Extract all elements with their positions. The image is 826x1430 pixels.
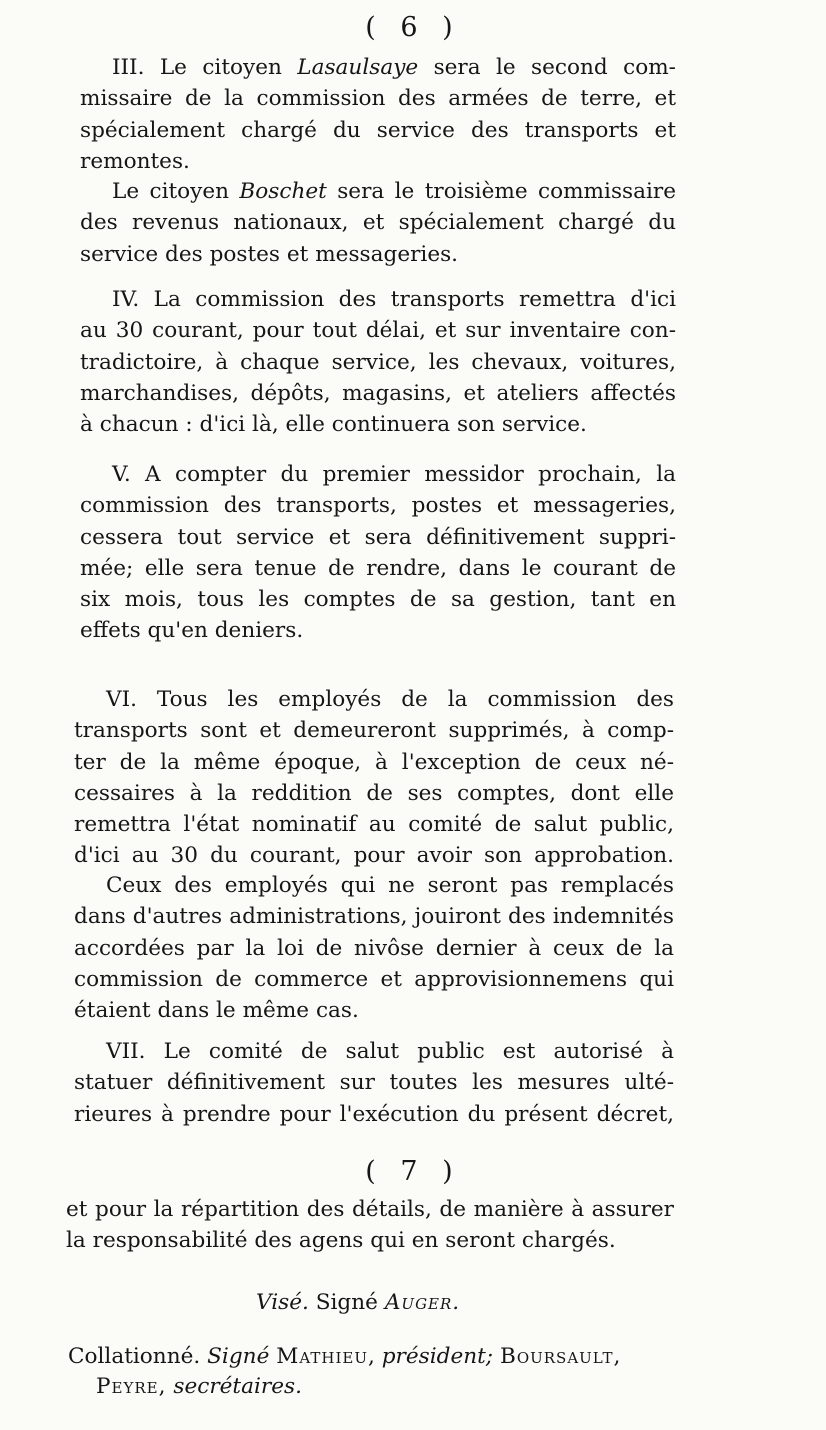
text-line: VI. Tous les employés de la commission des [106,687,674,712]
president-name: Mathieu [276,1344,368,1369]
secretaries-line [96,1374,302,1399]
text-line: marchandises, dépôts, magasins, et ateliers affectés [80,380,676,406]
text-line: des revenus nationaux, et spécialement chargé du [80,210,676,236]
collation-label: Collationné. [68,1344,201,1369]
text-line: VII. Le comité de salut public est autorisé à [106,1039,674,1064]
article-3-continued [80,176,676,270]
name-lasaulsaye: Lasaulsaye [297,55,419,80]
text-line: commission de commerce et approvisionnemens qui [74,966,674,992]
text-line: ter de la même époque, à l'exception de ceux né- [74,749,674,775]
text-line: tradictoire, à chaque service, les chevaux, voitures, [80,349,676,375]
text-line: à chacun : d'ici là, elle continuera son service. [80,412,587,438]
text-line: cessaires à la reddition de ses comptes, dont elle [74,780,674,806]
text-line: V. A compter du premier messidor prochain, la [112,462,676,487]
text-line: remettra l'état nominatif au comité de salut public, [74,812,674,838]
article-7 [74,1036,674,1130]
text-line: transports sont et demeureront supprimés, à comp- [74,718,674,744]
page-number-6: ( 6 ) [365,12,461,43]
article-6-continued [74,870,674,1026]
secretary-role: secrétaires. [173,1374,302,1399]
vise-label: Visé. [256,1290,309,1315]
text-line: au 30 courant, pour tout délai, et sur inventaire con- [80,318,676,344]
article-3 [80,52,676,177]
collation-signature: Collationné. Signé Mathieu, président; Boursault, [68,1344,622,1369]
text-line: cessera tout service et sera définitivement suppri- [80,524,676,550]
signe-label: Signé [207,1344,270,1369]
text-line: missaire de la commission des armées de terre, et [80,86,676,112]
secretary-name-1: Boursault, [499,1344,622,1369]
text-line: accordées par la loi de nivôse dernier à ceux de la [74,935,674,961]
text-line: étaient dans le même cas. [74,998,359,1024]
text-line: effets qu'en deniers. [80,618,304,644]
text-line: Le citoyen Boschet sera le troisième commissaire [112,179,676,204]
page-number-7: ( 7 ) [365,1156,461,1187]
signer-name: Auger. [384,1290,461,1315]
text-line: spécialement chargé du service des transports et [80,117,676,143]
text-line: dans d'autres administrations, jouiront des indemnités [74,904,674,930]
text-line: la responsabilité des agens qui en seront chargés. [66,1228,616,1254]
text-line: d'ici au 30 du courant, pour avoir son approbation. [74,843,674,869]
article-5 [80,459,676,647]
text-line: mée; elle sera tenue de rendre, dans le courant de [80,555,676,581]
article-4 [80,284,676,440]
text-line: rieures à prendre pour l'exécution du présent décret, [74,1101,674,1127]
article-6 [74,684,674,872]
vise-signature [256,1290,460,1315]
secretary-name-2: Peyre, [96,1374,167,1399]
text-line: remontes. [80,148,190,174]
closing-paragraph [66,1194,674,1257]
text-line: commission des transports, postes et messageries, [80,493,676,519]
text-line: statuer définitivement sur toutes les mesures ulté- [74,1070,674,1096]
name-boschet: Boschet [239,179,327,204]
text-line: Ceux des employés qui ne seront pas remplacés [106,873,674,898]
text-line: service des postes et messageries. [80,241,459,267]
text-line: IV. La commission des transports remettra d'ici [112,287,676,312]
text-line: six mois, tous les comptes de sa gestion, tant en [80,587,676,613]
president-role: président; [381,1344,494,1369]
text-line: et pour la répartition des détails, de manière à assurer [66,1197,674,1222]
text-line: III. Le citoyen Lasaulsaye sera le second com- [112,55,676,80]
signe-label: Signé [315,1290,378,1315]
